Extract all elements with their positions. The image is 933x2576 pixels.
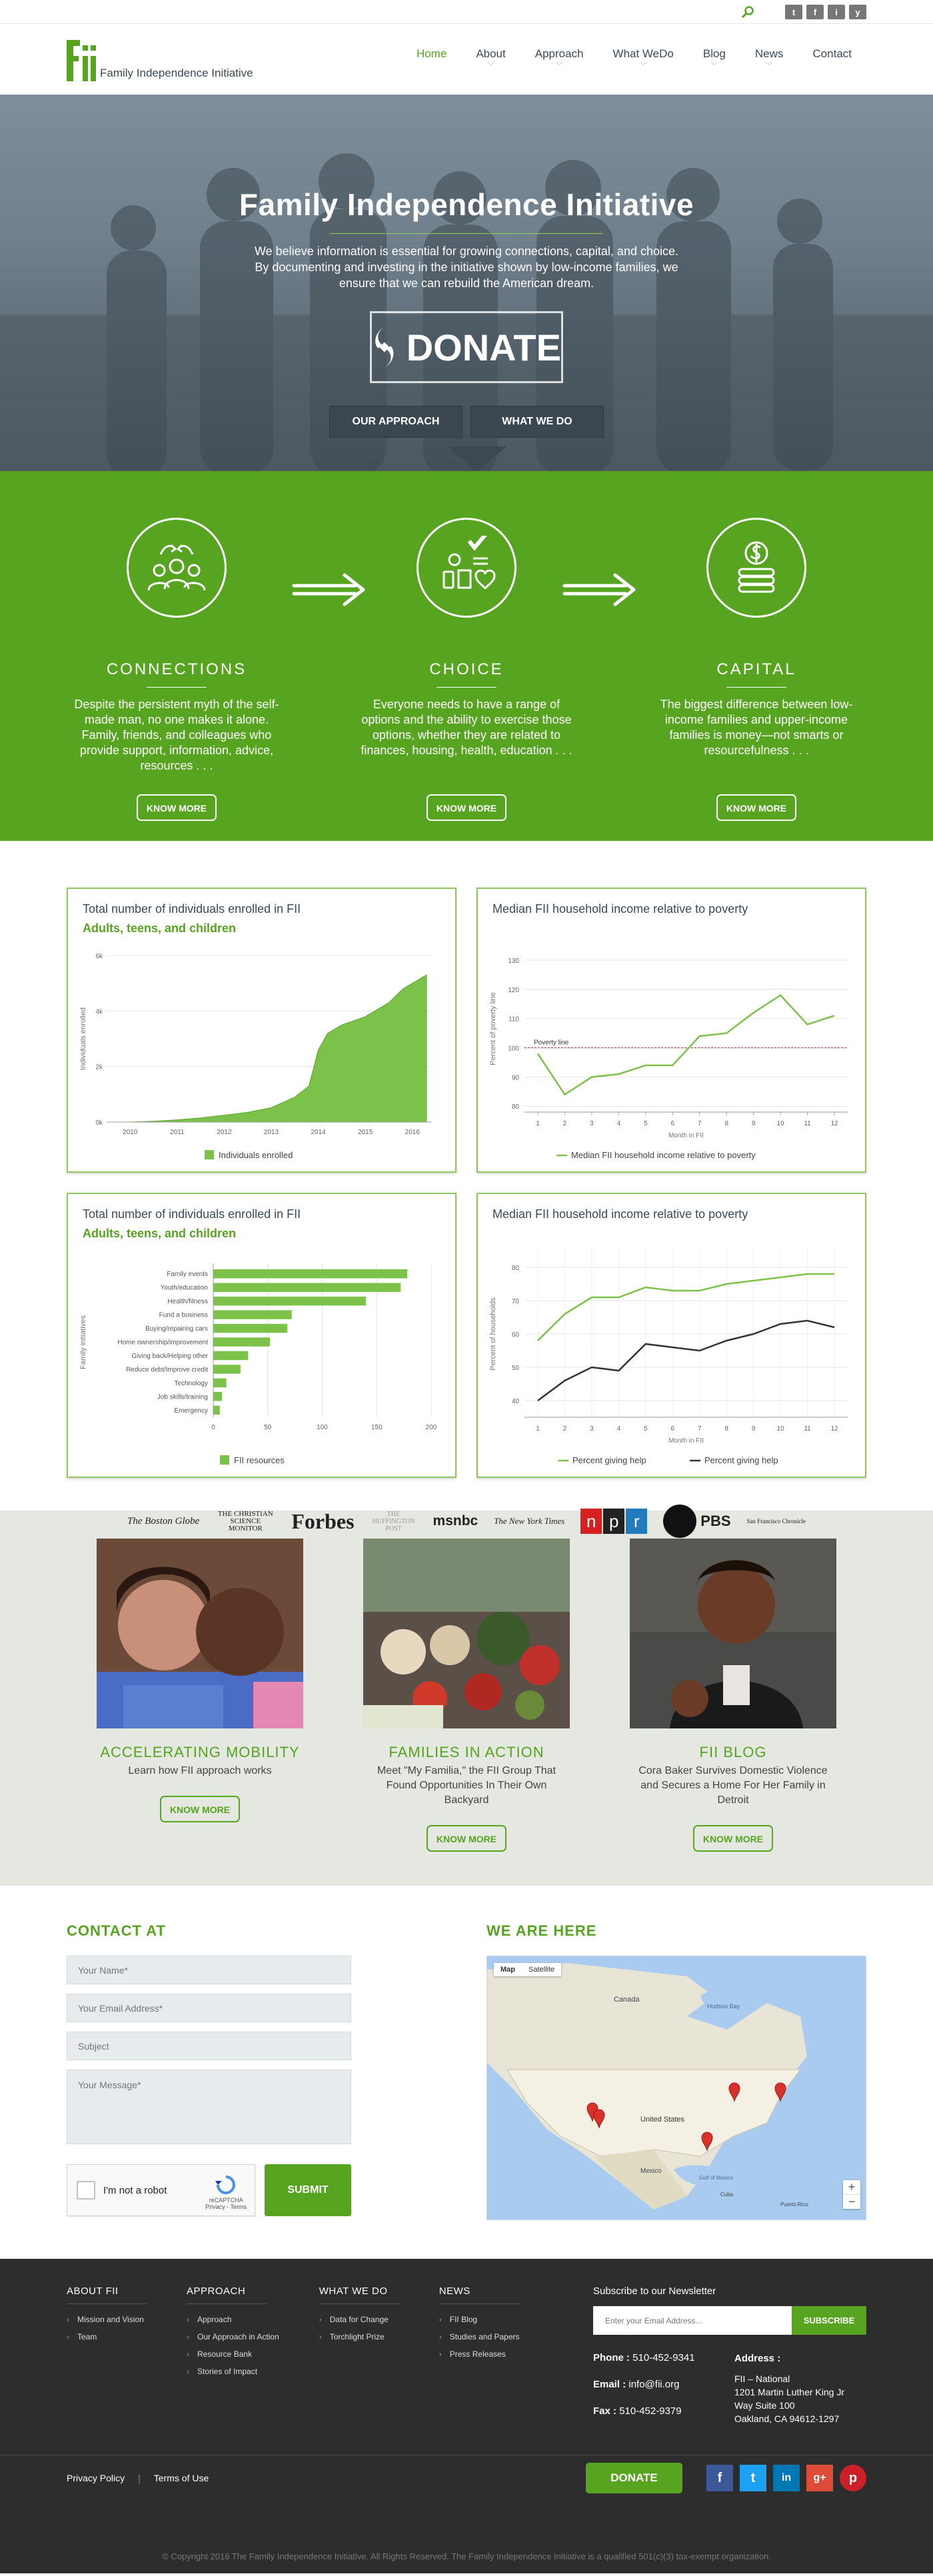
pinterest-icon[interactable]: p xyxy=(840,2465,866,2491)
x-tick-label: 2016 xyxy=(405,1129,420,1136)
recaptcha-label: I'm not a robot xyxy=(103,2184,167,2196)
footer-address: Address : FII – National 1201 Martin Luther King Jr Way Suite 100 Oakland, CA 94612-1297 xyxy=(734,2353,844,2424)
chart-title: Total number of individuals enrolled in FII xyxy=(83,1207,301,1221)
chart-title: Median FII household income relative to poverty xyxy=(492,902,748,916)
y-tick-label: 110 xyxy=(508,1015,519,1023)
x-tick-label: 1 xyxy=(536,1425,540,1433)
pillar-connections xyxy=(67,518,287,821)
map-label: Puerto Rico xyxy=(780,2202,808,2208)
bar xyxy=(213,1365,241,1373)
x-tick-label: 10 xyxy=(776,1120,784,1127)
boston-globe-logo: The Boston Globe xyxy=(127,1515,200,1527)
y-tick-label: 130 xyxy=(508,957,519,965)
map-tab-map[interactable]: Map xyxy=(500,1966,515,1974)
category-label: Technology xyxy=(174,1379,208,1387)
what-we-do-button[interactable]: WHAT WE DO xyxy=(470,406,604,438)
choice-checkmark-icon xyxy=(417,518,516,618)
x-tick-label: 4 xyxy=(616,1425,621,1433)
x-tick-label: 4 xyxy=(616,1120,621,1127)
x-tick-label: 2012 xyxy=(217,1129,232,1136)
pillars-section xyxy=(0,471,933,841)
huffington-post-logo: THE HUFFINGTON POST xyxy=(372,1510,415,1533)
chart-svg xyxy=(478,1194,868,1479)
logo-text: Family Independence Initiative xyxy=(100,67,253,79)
y-axis-label: Percent of poverty line xyxy=(489,992,497,1065)
line-series xyxy=(538,995,834,1095)
y-axis-label: Individuals enrolled xyxy=(79,1007,87,1071)
chevron-down-icon: ﹀ xyxy=(556,63,563,70)
facebook-icon[interactable]: f xyxy=(806,5,824,19)
bar xyxy=(213,1324,287,1333)
footer-link[interactable]: › Mission and Vision xyxy=(67,2315,147,2324)
story-card xyxy=(630,1539,836,1852)
chevron-down-icon: ﹀ xyxy=(766,63,773,70)
category-label: Family events xyxy=(167,1271,208,1279)
main-nav xyxy=(402,47,866,74)
story-title: FII BLOG xyxy=(699,1744,767,1760)
footer-email[interactable]: Email : info@fii.org xyxy=(593,2379,680,2390)
top-social-links xyxy=(785,5,866,19)
y-tick-label: 40 xyxy=(511,1398,519,1405)
map-label: Mexico xyxy=(640,2168,662,2175)
footer-link[interactable]: › Torchlight Prize xyxy=(319,2332,399,2341)
y-tick-label: 80 xyxy=(511,1265,519,1272)
footer-link[interactable]: › Studies and Papers xyxy=(439,2332,520,2341)
contact-form xyxy=(67,1922,351,2220)
site-logo[interactable] xyxy=(67,37,253,81)
x-tick-label: 12 xyxy=(830,1120,838,1127)
newsletter-block xyxy=(593,2285,866,2432)
story-title: FAMILIES IN ACTION xyxy=(389,1744,544,1760)
contact-title: CONTACT AT xyxy=(67,1922,166,1939)
chart-svg xyxy=(68,889,458,1174)
category-label: Youth/education xyxy=(160,1284,208,1292)
x-tick-label: 7 xyxy=(697,1120,702,1127)
reference-line-label: Poverty line xyxy=(534,1039,569,1047)
site-footer xyxy=(0,2259,933,2547)
nav-what-we-do[interactable]: What WeDo ﹀ xyxy=(612,47,674,70)
footer-col-title: WHAT WE DO xyxy=(319,2285,399,2304)
footer-col-title: NEWS xyxy=(439,2285,519,2304)
story-image-girls xyxy=(97,1539,303,1728)
x-tick-label: 3 xyxy=(590,1120,594,1127)
people-network-icon xyxy=(127,518,227,618)
youtube-icon[interactable]: y xyxy=(849,5,866,19)
footer-link[interactable]: › FII Blog xyxy=(439,2315,520,2324)
category-label: Reduce debt/Improve credit xyxy=(126,1366,208,1374)
y-tick-label: 100 xyxy=(508,1045,519,1053)
x-tick-label: 10 xyxy=(776,1425,784,1433)
footer-col-title: APPROACH xyxy=(187,2285,267,2304)
npr-logo: n p r xyxy=(580,1509,647,1534)
know-more-button[interactable]: KNOW MORE xyxy=(137,794,217,821)
pillar-text: The biggest difference between low-income families and upper-income families is money—not smarts or resourcefulness . . . xyxy=(660,698,853,757)
footer-link[interactable]: › Press Releases xyxy=(439,2349,520,2359)
chart-enrolled-area xyxy=(67,888,457,1173)
map-zoom-control xyxy=(843,2180,860,2209)
stories-section xyxy=(0,1511,933,1886)
map-block xyxy=(486,1922,866,2220)
x-tick-label: 11 xyxy=(804,1120,811,1127)
map-label: Cuba xyxy=(720,2192,734,2198)
y-tick-label: 50 xyxy=(511,1365,519,1372)
chart-income-line xyxy=(476,888,866,1173)
x-tick-label: 8 xyxy=(724,1120,728,1127)
chevron-down-icon: ﹀ xyxy=(487,63,494,70)
category-label: Job skills/training xyxy=(157,1393,208,1401)
x-tick-label: 1 xyxy=(536,1120,540,1127)
pillar-title: CAPITAL xyxy=(716,660,796,678)
x-tick-label: 11 xyxy=(804,1425,811,1433)
x-tick-label: 200 xyxy=(425,1424,437,1431)
footer-link[interactable]: › Stories of Impact xyxy=(187,2367,279,2376)
nav-news[interactable]: News ﹀ xyxy=(754,47,784,70)
y-tick-label: 0k xyxy=(95,1119,103,1127)
y-axis-label: Percent of households xyxy=(489,1297,497,1371)
category-label: Home ownership/improvement xyxy=(117,1339,208,1347)
bar xyxy=(213,1337,270,1346)
x-tick-label: 2014 xyxy=(311,1129,326,1136)
y-tick-label: 60 xyxy=(511,1331,519,1339)
footer-link[interactable]: › Our Approach in Action xyxy=(187,2332,279,2341)
pillar-divider xyxy=(437,687,496,688)
y-tick-label: 2k xyxy=(95,1063,103,1071)
x-tick-label: 0 xyxy=(211,1424,215,1431)
category-label: Emergency xyxy=(174,1407,208,1415)
pillar-title: CONNECTIONS xyxy=(106,660,247,678)
pillar-divider xyxy=(147,687,207,688)
know-more-button[interactable]: KNOW MORE xyxy=(427,794,506,821)
top-bar xyxy=(0,0,933,24)
x-tick-label: 5 xyxy=(644,1120,648,1127)
bar xyxy=(213,1297,366,1305)
chevron-down-icon: ﹀ xyxy=(640,63,647,70)
nav-contact[interactable]: Contact xyxy=(812,47,852,60)
legend-label: Median FII household income relative to poverty xyxy=(571,1150,756,1160)
story-card xyxy=(97,1539,303,1852)
hero-down-arrow xyxy=(448,446,506,471)
x-tick-label: 5 xyxy=(644,1425,648,1433)
map-canvas xyxy=(487,1956,866,2220)
know-more-button[interactable]: KNOW MORE xyxy=(427,1825,506,1852)
recaptcha-logo: reCAPTCHA Privacy - Terms xyxy=(205,2174,247,2210)
sf-chronicle-logo: San Francisco Chronicle xyxy=(746,1518,806,1525)
bar xyxy=(213,1379,227,1387)
know-more-button[interactable]: KNOW MORE xyxy=(693,1825,773,1852)
chart-subtitle: Adults, teens, and children xyxy=(83,1227,237,1240)
map-type-tabs xyxy=(494,1963,561,1976)
name-input[interactable] xyxy=(67,1956,351,1984)
x-tick-label: 9 xyxy=(751,1425,756,1433)
x-axis-label: Month in FII xyxy=(668,1437,704,1445)
category-label: Health/fitness xyxy=(167,1298,208,1306)
pillar-text: Despite the persistent myth of the self-made man, no one makes it alone. Family, friends, and colleagues who provide support, information, advice, resources . . . xyxy=(74,698,279,772)
y-tick-label: 6k xyxy=(95,953,103,960)
legend-label: FII resources xyxy=(234,1455,285,1465)
x-tick-label: 2013 xyxy=(263,1129,279,1136)
site-header xyxy=(0,24,933,95)
bar xyxy=(213,1392,222,1401)
footer-link[interactable]: › Data for Change xyxy=(319,2315,399,2324)
chart-title: Median FII household income relative to poverty xyxy=(492,1207,748,1221)
y-tick-label: 4k xyxy=(95,1008,103,1016)
footer-col-news xyxy=(439,2285,520,2432)
bar xyxy=(213,1310,292,1319)
story-card xyxy=(363,1539,570,1852)
hero-divider xyxy=(330,233,603,234)
story-image-woman xyxy=(630,1539,836,1728)
map-label: Gulf of Mexico xyxy=(699,2175,734,2181)
contact-section xyxy=(0,1886,933,2259)
bar xyxy=(213,1269,407,1278)
bar xyxy=(213,1351,248,1360)
footer-col-what-we-do xyxy=(319,2285,399,2432)
facebook-icon[interactable]: f xyxy=(706,2465,733,2491)
recaptcha-widget xyxy=(67,2164,255,2216)
instagram-icon[interactable]: i xyxy=(828,5,845,19)
y-tick-label: 80 xyxy=(511,1103,519,1111)
nav-approach[interactable]: Approach ﹀ xyxy=(534,47,584,70)
line-series xyxy=(538,1274,834,1341)
footer-fax: Fax : 510-452-9379 xyxy=(593,2405,682,2417)
story-title: ACCELERATING MOBILITY xyxy=(100,1744,300,1760)
christian-science-monitor-logo: THE CHRISTIAN SCIENCE MONITOR xyxy=(217,1509,273,1533)
y-tick-label: 120 xyxy=(508,986,519,994)
know-more-button[interactable]: KNOW MORE xyxy=(716,794,796,821)
chevron-down-icon: ﹀ xyxy=(710,63,718,70)
hands-heart-icon xyxy=(372,322,397,372)
google-plus-icon[interactable]: g+ xyxy=(806,2465,833,2491)
know-more-button[interactable]: KNOW MORE xyxy=(160,1796,240,1822)
y-tick-label: 90 xyxy=(511,1074,519,1082)
area-series xyxy=(130,975,427,1122)
map-title: WE ARE HERE xyxy=(486,1922,597,1939)
map-tab-satellite[interactable]: Satellite xyxy=(528,1966,555,1974)
pillar-divider xyxy=(726,687,786,688)
recaptcha-checkbox[interactable] xyxy=(77,2181,95,2200)
chart-svg xyxy=(68,1194,458,1479)
pbs-logo: PBS xyxy=(663,1505,730,1538)
x-tick-label: 6 xyxy=(670,1425,675,1433)
submit-button[interactable]: SUBMIT xyxy=(265,2164,351,2216)
nav-about[interactable]: About ﹀ xyxy=(476,47,506,70)
x-tick-label: 2011 xyxy=(170,1129,185,1136)
footer-col-title: ABOUT FII xyxy=(67,2285,147,2304)
y-tick-label: 70 xyxy=(511,1298,519,1305)
x-tick-label: 2010 xyxy=(123,1129,138,1136)
legend-swatch xyxy=(220,1455,229,1465)
zoom-out-icon[interactable]: − xyxy=(843,2194,860,2209)
category-label: Giving back/Helping other xyxy=(131,1352,208,1360)
x-tick-label: 2 xyxy=(562,1120,567,1127)
link-separator: | xyxy=(138,2473,141,2483)
twitter-icon[interactable]: t xyxy=(740,2465,766,2491)
message-input[interactable] xyxy=(67,2070,351,2144)
y-axis-label: Family initiatives xyxy=(79,1315,87,1369)
fii-logo-mark-icon xyxy=(67,40,96,81)
charts-section xyxy=(0,841,933,1533)
footer-col-about xyxy=(67,2285,147,2432)
newsletter-email-input[interactable]: Enter your Email Address... xyxy=(593,2306,792,2335)
footer-link[interactable]: › Resource Bank xyxy=(187,2349,279,2359)
newsletter-title: Subscribe to our Newsletter xyxy=(593,2285,716,2297)
privacy-policy-link[interactable]: Privacy Policy xyxy=(67,2473,125,2483)
bar xyxy=(213,1406,220,1415)
subscribe-button[interactable]: SUBSCRIBE xyxy=(792,2306,866,2335)
chart-svg xyxy=(478,889,868,1174)
twitter-icon[interactable]: t xyxy=(785,5,802,19)
zoom-in-icon[interactable]: + xyxy=(848,2180,856,2194)
x-tick-label: 9 xyxy=(751,1120,756,1127)
story-text: Learn how FII approach works xyxy=(128,1765,272,1776)
x-tick-label: 3 xyxy=(590,1425,594,1433)
footer-col-approach xyxy=(187,2285,279,2432)
chart-help-line xyxy=(476,1193,866,1478)
coins-dollar-icon xyxy=(706,518,806,618)
chart-subtitle: Adults, teens, and children xyxy=(83,922,237,935)
legend-swatch xyxy=(205,1150,214,1159)
nav-home[interactable]: Home xyxy=(416,47,447,60)
x-tick-label: 8 xyxy=(724,1425,728,1433)
search-icon[interactable] xyxy=(741,5,754,19)
footer-donate-button[interactable]: DONATE xyxy=(586,2463,682,2493)
pillar-text: Everyone needs to have a range of options and the ability to exercise those options, whether they are related to finances, housing, health, education . . . xyxy=(361,698,572,757)
linkedin-icon[interactable]: in xyxy=(773,2465,800,2491)
pillar-capital xyxy=(646,518,866,821)
story-image-produce xyxy=(363,1539,570,1728)
legend-label: Individuals enrolled xyxy=(219,1150,293,1160)
hero-donate-button[interactable] xyxy=(370,311,563,383)
pillar-title: CHOICE xyxy=(429,660,504,678)
hero-donate-label: DONATE xyxy=(406,326,561,368)
nav-blog[interactable]: Blog ﹀ xyxy=(702,47,726,70)
x-tick-label: 50 xyxy=(264,1424,272,1431)
map-label: Hudson Bay xyxy=(707,2003,740,2010)
x-tick-label: 12 xyxy=(830,1425,838,1433)
chart-initiatives-bar xyxy=(67,1193,457,1478)
x-tick-label: 100 xyxy=(317,1424,328,1431)
story-text: Cora Baker Survives Domestic Violence and Secures a Home For Her Family in Detroit xyxy=(638,1765,828,1806)
x-tick-label: 2015 xyxy=(358,1129,373,1136)
our-approach-button[interactable]: OUR APPROACH xyxy=(329,406,463,438)
bar xyxy=(213,1283,401,1291)
pillar-choice xyxy=(357,518,576,821)
email-input[interactable] xyxy=(67,1994,351,2022)
forbes-logo: Forbes xyxy=(291,1509,355,1533)
hero-title: Family Independence Initiative xyxy=(239,187,694,222)
line-series xyxy=(538,1321,834,1401)
x-tick-label: 150 xyxy=(371,1424,383,1431)
recaptcha-icon xyxy=(215,2174,237,2196)
x-tick-label: 7 xyxy=(697,1425,702,1433)
nytimes-logo: The New York Times xyxy=(494,1516,565,1526)
x-tick-label: 6 xyxy=(670,1120,675,1127)
legend-label: Percent giving help xyxy=(572,1455,646,1465)
map-label: United States xyxy=(640,2116,685,2124)
hero-text: We believe information is essential for growing connections, capital, and choice. By documenting and investing in the initiative shown by low-income families, we ensure that we can rebuild the American dream. xyxy=(254,245,678,290)
footer-phone: Phone : 510-452-9341 xyxy=(593,2352,695,2363)
story-text: Meet "My Familia," the FII Group That Found Opportunities In Their Own Backyard xyxy=(377,1765,556,1806)
legend-label: Percent giving help xyxy=(704,1455,778,1465)
footer-link[interactable]: › Team xyxy=(67,2332,147,2341)
category-label: Buying/repairing cars xyxy=(145,1325,208,1333)
footer-link[interactable]: › Approach xyxy=(187,2315,279,2324)
x-tick-label: 2 xyxy=(562,1425,567,1433)
category-label: Fund a business xyxy=(159,1311,208,1319)
chart-title: Total number of individuals enrolled in FII xyxy=(83,902,301,916)
terms-link[interactable]: Terms of Use xyxy=(153,2473,209,2483)
hero-banner xyxy=(0,95,933,471)
x-axis-label: Month in FII xyxy=(668,1132,704,1139)
location-map[interactable] xyxy=(486,1956,866,2220)
map-label: Canada xyxy=(614,1996,640,2004)
copyright-text: © Copyright 2016 The Family Independence Initiative. All Rights Reserved. The Family Independence Initiative is a qualified 501(c)(3) tax-exempt organization. xyxy=(0,2547,933,2573)
msnbc-logo: msnbc xyxy=(433,1513,478,1529)
subject-input[interactable] xyxy=(67,2032,351,2060)
